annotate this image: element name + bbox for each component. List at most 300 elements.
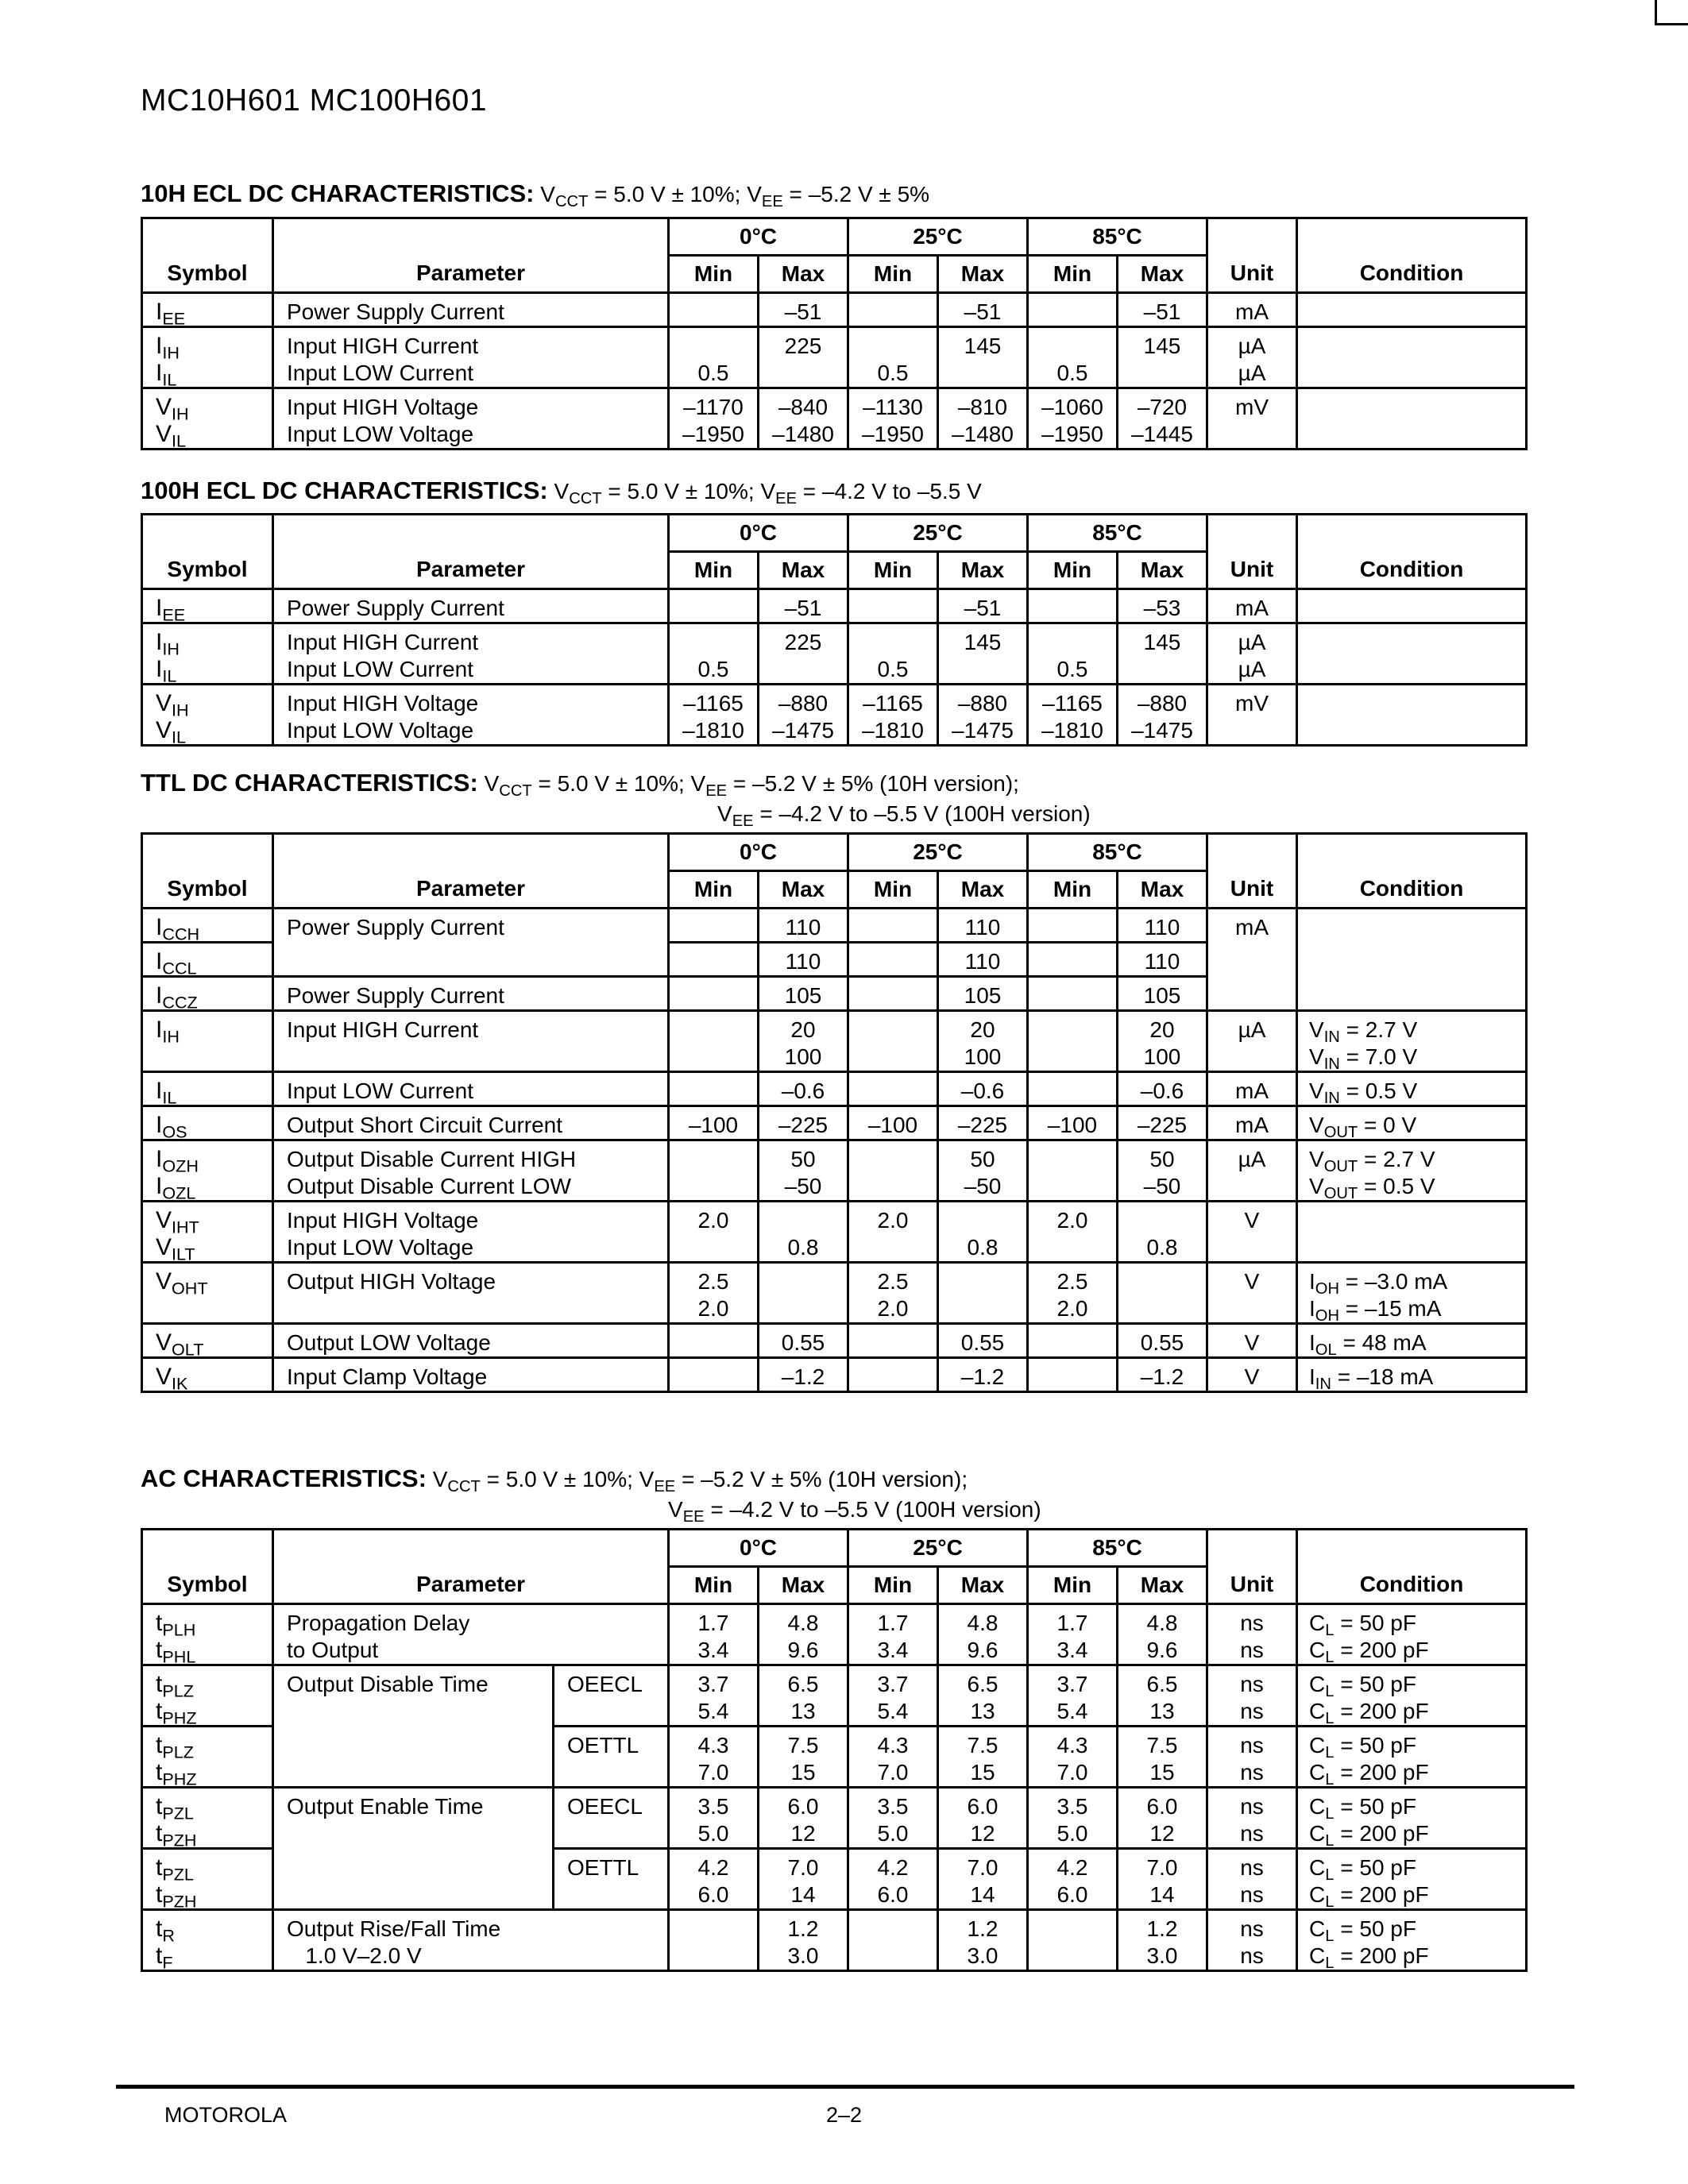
value-cell-min85-line: 2.0 bbox=[1056, 1208, 1088, 1233]
header-min: Min bbox=[848, 256, 938, 293]
value-cell-min85 bbox=[1028, 685, 1118, 746]
header-condition: Condition bbox=[1297, 834, 1527, 909]
parameter-cell-line: Propagation Delay bbox=[287, 1611, 470, 1635]
unit-cell bbox=[1207, 685, 1297, 746]
value-cell-max85-line: –53 bbox=[1143, 596, 1181, 620]
value-cell-max85-line: 7.5 bbox=[1146, 1733, 1178, 1758]
value-cell-min85-line: 2.5 bbox=[1056, 1269, 1088, 1294]
header-max: Max bbox=[1118, 1567, 1207, 1604]
value-cell-max0 bbox=[759, 1910, 848, 1971]
value-cell-min85-line: 4.3 bbox=[1056, 1733, 1088, 1758]
value-cell-min0 bbox=[669, 623, 759, 685]
value-cell-max85-line: 20 bbox=[1149, 1017, 1175, 1042]
value-cell-max0 bbox=[759, 1788, 848, 1849]
condition-cell bbox=[1297, 1665, 1527, 1727]
header-temp-t0: 0°C bbox=[669, 834, 848, 871]
parameter-cell bbox=[273, 1910, 669, 1971]
value-cell-min85 bbox=[1028, 293, 1118, 327]
value-cell-max25-line: –51 bbox=[964, 299, 1002, 324]
value-cell-min0-line bbox=[670, 1364, 757, 1391]
value-cell-min85-line bbox=[1029, 299, 1116, 326]
value-cell-max0 bbox=[759, 685, 848, 746]
value-cell-min85 bbox=[1028, 589, 1118, 623]
condition-cell-line bbox=[1309, 1207, 1525, 1234]
value-cell-min85 bbox=[1028, 327, 1118, 388]
parameter-cell bbox=[273, 1324, 669, 1358]
header-max: Max bbox=[938, 1567, 1028, 1604]
value-cell-min25-line: 4.3 bbox=[877, 1733, 909, 1758]
symbol-cell bbox=[142, 1324, 273, 1358]
value-cell-min25-line: –100 bbox=[867, 1113, 918, 1137]
value-cell-min0 bbox=[669, 1665, 759, 1727]
value-cell-min85 bbox=[1028, 1263, 1118, 1324]
value-cell-min25 bbox=[848, 1849, 938, 1910]
value-cell-max85-line: 110 bbox=[1144, 949, 1180, 974]
value-cell-min0 bbox=[669, 685, 759, 746]
section-heading: 10H ECL DC CHARACTERISTICS: bbox=[141, 179, 535, 207]
value-cell-max25-line: –51 bbox=[964, 596, 1002, 620]
value-cell-min25 bbox=[848, 327, 938, 388]
value-cell-min25 bbox=[848, 1358, 938, 1392]
value-cell-min25 bbox=[848, 1263, 938, 1324]
header-max: Max bbox=[759, 1567, 848, 1604]
enable-input-cell: OETTL bbox=[554, 1849, 669, 1910]
value-cell-min0-line: –100 bbox=[688, 1113, 739, 1137]
symbol-cell-line: $I_{IL}$ bbox=[156, 1078, 177, 1108]
parameter-cell-line: Output LOW Voltage bbox=[287, 1330, 491, 1355]
table-row bbox=[142, 589, 1527, 623]
value-cell-max85 bbox=[1118, 909, 1207, 943]
header-max: Max bbox=[1118, 256, 1207, 293]
value-cell-max85-line: 105 bbox=[1143, 983, 1181, 1008]
value-cell-max0-line: –880 bbox=[778, 691, 829, 716]
value-cell-max85-line: 12 bbox=[1149, 1821, 1175, 1846]
value-cell-min85 bbox=[1028, 1910, 1118, 1971]
value-cell-max25-line: –50 bbox=[964, 1174, 1002, 1198]
value-cell-max25-line bbox=[939, 1207, 1026, 1234]
value-cell-max25 bbox=[938, 1358, 1028, 1392]
unit-cell-line: ns bbox=[1240, 1794, 1264, 1819]
parameter-cell-line: Input LOW Current bbox=[287, 1078, 473, 1103]
unit-cell bbox=[1207, 1263, 1297, 1324]
value-cell-min85 bbox=[1028, 1140, 1118, 1202]
parameter-cell bbox=[273, 1011, 669, 1072]
enable-input-cell: OETTL bbox=[554, 1727, 669, 1788]
value-cell-min25-line bbox=[849, 1364, 937, 1391]
value-cell-min25-line bbox=[849, 1078, 937, 1105]
value-cell-min85-line bbox=[1029, 1329, 1116, 1356]
value-cell-max25-line: 6.5 bbox=[967, 1672, 999, 1696]
value-cell-max25-line: 3.0 bbox=[967, 1943, 999, 1968]
parameter-cell bbox=[273, 1263, 669, 1324]
value-cell-max0-line: 100 bbox=[784, 1044, 822, 1069]
header-symbol: Symbol bbox=[142, 834, 273, 909]
value-cell-min25 bbox=[848, 388, 938, 450]
value-cell-min85-line: 5.0 bbox=[1056, 1821, 1088, 1846]
value-cell-max0-line: 7.5 bbox=[787, 1733, 819, 1758]
value-cell-max0-line: 225 bbox=[784, 630, 822, 654]
value-cell-max0-line bbox=[759, 656, 847, 683]
symbol-cell bbox=[142, 1727, 273, 1788]
table-row bbox=[142, 388, 1527, 450]
value-cell-max85-line: 145 bbox=[1143, 630, 1181, 654]
value-cell-max25-line: 100 bbox=[964, 1044, 1002, 1069]
value-cell-min85 bbox=[1028, 1011, 1118, 1072]
value-cell-min0-line bbox=[670, 1234, 757, 1261]
table-row bbox=[142, 1788, 1527, 1849]
unit-cell-line: mA bbox=[1235, 596, 1269, 620]
header-temp-t85: 85°C bbox=[1028, 515, 1207, 552]
value-cell-max25-line bbox=[939, 656, 1026, 683]
value-cell-max85 bbox=[1118, 388, 1207, 450]
value-cell-min25-line: –1165 bbox=[863, 691, 923, 716]
value-cell-max0-line: 1.2 bbox=[787, 1916, 819, 1941]
symbol-cell-line: $V_{IK}$ bbox=[156, 1364, 188, 1394]
unit-cell bbox=[1207, 388, 1297, 450]
value-cell-max0 bbox=[759, 1263, 848, 1324]
value-cell-min85-line bbox=[1029, 629, 1116, 656]
value-cell-min85-line bbox=[1029, 595, 1116, 622]
table-row bbox=[142, 1106, 1527, 1140]
value-cell-min85 bbox=[1028, 1849, 1118, 1910]
parameter-cell bbox=[273, 909, 669, 977]
value-cell-min25-line: 3.7 bbox=[877, 1672, 909, 1696]
value-cell-max25-line: –810 bbox=[957, 395, 1008, 419]
unit-cell bbox=[1207, 1072, 1297, 1106]
condition-cell bbox=[1297, 327, 1527, 388]
enable-input-cell: OEECL bbox=[554, 1665, 669, 1727]
value-cell-min0-line: 3.5 bbox=[697, 1794, 729, 1819]
value-cell-max0-line bbox=[759, 360, 847, 387]
value-cell-min25 bbox=[848, 1727, 938, 1788]
value-cell-max25-line: 20 bbox=[970, 1017, 995, 1042]
value-cell-min0 bbox=[669, 327, 759, 388]
value-cell-max0 bbox=[759, 1072, 848, 1106]
symbol-cell-line: $t_{PZH}$ bbox=[156, 1881, 197, 1912]
value-cell-min0 bbox=[669, 909, 759, 943]
value-cell-min0-line: 5.0 bbox=[697, 1821, 729, 1846]
value-cell-min85 bbox=[1028, 977, 1118, 1011]
value-cell-max25-line: 145 bbox=[964, 334, 1002, 358]
value-cell-min0-line bbox=[670, 1146, 757, 1173]
value-cell-min25 bbox=[848, 293, 938, 327]
unit-cell-line: mA bbox=[1235, 915, 1269, 940]
value-cell-max0 bbox=[759, 977, 848, 1011]
value-cell-max25-line: 1.2 bbox=[967, 1916, 999, 1941]
value-cell-min25 bbox=[848, 1910, 938, 1971]
value-cell-max85-line: –720 bbox=[1137, 395, 1188, 419]
condition-cell bbox=[1297, 1106, 1527, 1140]
value-cell-min85 bbox=[1028, 1106, 1118, 1140]
value-cell-min85 bbox=[1028, 943, 1118, 977]
condition-cell-line: $C_L = 50$ pF bbox=[1309, 1855, 1416, 1885]
value-cell-max0 bbox=[759, 327, 848, 388]
value-cell-min85-line bbox=[1029, 1017, 1116, 1044]
header-temp-t0: 0°C bbox=[669, 1530, 848, 1567]
value-cell-min85-line: 1.7 bbox=[1056, 1611, 1088, 1635]
value-cell-min25-line: 6.0 bbox=[877, 1882, 909, 1907]
value-cell-min25 bbox=[848, 1788, 938, 1849]
value-cell-min0 bbox=[669, 1788, 759, 1849]
value-cell-max0 bbox=[759, 1358, 848, 1392]
symbol-cell bbox=[142, 1011, 273, 1072]
value-cell-max25 bbox=[938, 388, 1028, 450]
table-row bbox=[142, 1358, 1527, 1392]
value-cell-max85 bbox=[1118, 1910, 1207, 1971]
unit-cell bbox=[1207, 623, 1297, 685]
value-cell-max85-line: 110 bbox=[1144, 915, 1180, 940]
table-row bbox=[142, 293, 1527, 327]
header-unit: Unit bbox=[1207, 515, 1297, 589]
value-cell-max25-line: –225 bbox=[957, 1113, 1008, 1137]
symbol-cell-line: $t_{PZL}$ bbox=[156, 1854, 194, 1885]
value-cell-max25-line: 15 bbox=[970, 1760, 995, 1785]
value-cell-max0 bbox=[759, 1324, 848, 1358]
condition-cell-line bbox=[1309, 333, 1525, 360]
header-min: Min bbox=[669, 256, 759, 293]
table-row bbox=[142, 1910, 1527, 1971]
value-cell-min0-line: 2.0 bbox=[697, 1296, 729, 1321]
header-min: Min bbox=[1028, 871, 1118, 909]
value-cell-max25-line: 7.0 bbox=[967, 1855, 999, 1880]
symbol-cell-line: $I_{IH}$ bbox=[156, 629, 180, 659]
value-cell-max85-line: –1475 bbox=[1131, 718, 1193, 743]
symbol-cell bbox=[142, 1202, 273, 1263]
symbol-cell-line: $I_{IH}$ bbox=[156, 1017, 180, 1047]
symbol-cell-line: $V_{ILT}$ bbox=[156, 1234, 195, 1264]
value-cell-max25-line: 110 bbox=[964, 915, 1001, 940]
value-cell-max85 bbox=[1118, 293, 1207, 327]
value-cell-min0-line: 1.7 bbox=[697, 1611, 729, 1635]
value-cell-max85 bbox=[1118, 1140, 1207, 1202]
header-max: Max bbox=[1118, 552, 1207, 589]
table-row bbox=[142, 1072, 1527, 1106]
value-cell-min0-line: 2.0 bbox=[697, 1208, 729, 1233]
symbol-cell-line: $V_{IH}$ bbox=[156, 394, 189, 424]
value-cell-max25-line: –880 bbox=[957, 691, 1008, 716]
value-cell-min25-line: 2.5 bbox=[877, 1269, 909, 1294]
value-cell-max0 bbox=[759, 1011, 848, 1072]
unit-cell-line: ns bbox=[1240, 1638, 1264, 1662]
condition-cell-line: $C_L = 200$ pF bbox=[1309, 1638, 1429, 1667]
header-unit: Unit bbox=[1207, 834, 1297, 909]
value-cell-max85 bbox=[1118, 1788, 1207, 1849]
value-cell-min25-line bbox=[849, 595, 937, 622]
value-cell-max0 bbox=[759, 1665, 848, 1727]
unit-cell bbox=[1207, 1140, 1297, 1202]
value-cell-min25-line bbox=[849, 629, 937, 656]
value-cell-min85-line: 7.0 bbox=[1056, 1760, 1088, 1785]
unit-cell-line: mV bbox=[1235, 395, 1269, 419]
parameter-cell-line: Input LOW Voltage bbox=[287, 1235, 474, 1260]
value-cell-min0 bbox=[669, 1106, 759, 1140]
value-cell-min25 bbox=[848, 623, 938, 685]
unit-cell bbox=[1207, 293, 1297, 327]
value-cell-min0-line: –1170 bbox=[683, 395, 744, 419]
symbol-cell-line: $t_{PLZ}$ bbox=[156, 1732, 194, 1762]
value-cell-max85 bbox=[1118, 589, 1207, 623]
section-100h-ecl-dc bbox=[141, 476, 982, 507]
value-cell-max25-line: 145 bbox=[964, 630, 1002, 654]
parameter-cell-line: Output Disable Current LOW bbox=[287, 1174, 571, 1198]
value-cell-min25-line bbox=[849, 1234, 937, 1261]
value-cell-max85-line: 145 bbox=[1143, 334, 1181, 358]
table-row bbox=[142, 1604, 1527, 1665]
value-cell-max0-line: 15 bbox=[790, 1760, 816, 1785]
value-cell-min25-line bbox=[849, 333, 937, 360]
unit-cell bbox=[1207, 589, 1297, 623]
condition-cell bbox=[1297, 1324, 1527, 1358]
value-cell-max85 bbox=[1118, 1106, 1207, 1140]
footer-brand: MOTOROLA bbox=[164, 2103, 288, 2127]
value-cell-min25-line: 5.0 bbox=[877, 1821, 909, 1846]
parameter-cell-line: Input HIGH Voltage bbox=[287, 395, 479, 419]
value-cell-max0-line: 110 bbox=[785, 915, 821, 940]
value-cell-min0 bbox=[669, 1263, 759, 1324]
value-cell-min85-line: 0.5 bbox=[1056, 361, 1088, 385]
header-parameter: Parameter bbox=[273, 515, 669, 589]
parameter-cell bbox=[273, 623, 669, 685]
value-cell-max25 bbox=[938, 1604, 1028, 1665]
value-cell-min0 bbox=[669, 1910, 759, 1971]
parameter-cell bbox=[273, 1202, 669, 1263]
condition-cell-line bbox=[1309, 299, 1525, 326]
enable-input-cell: OEECL bbox=[554, 1788, 669, 1849]
condition-cell bbox=[1297, 1263, 1527, 1324]
condition-cell-line: $C_L = 50$ pF bbox=[1309, 1733, 1416, 1762]
value-cell-max85-line: 9.6 bbox=[1146, 1638, 1178, 1662]
symbol-cell bbox=[142, 1358, 273, 1392]
value-cell-max0 bbox=[759, 623, 848, 685]
value-cell-min85 bbox=[1028, 1202, 1118, 1263]
unit-cell-line: mA bbox=[1235, 1078, 1269, 1103]
condition-cell bbox=[1297, 1202, 1527, 1263]
condition-cell-line: $I_{OL} = 48$ mA bbox=[1309, 1330, 1427, 1360]
condition-cell-line: $C_L = 200$ pF bbox=[1309, 1882, 1429, 1912]
value-cell-max25 bbox=[938, 1849, 1028, 1910]
value-cell-min0-line bbox=[670, 629, 757, 656]
value-cell-max85-line: 7.0 bbox=[1146, 1855, 1178, 1880]
value-cell-min25-line: 5.4 bbox=[877, 1699, 909, 1723]
value-cell-min85-line bbox=[1029, 1146, 1116, 1173]
unit-cell-line: ns bbox=[1240, 1733, 1264, 1758]
symbol-cell-line: $I_{OZH}$ bbox=[156, 1146, 199, 1176]
symbol-cell-line: $t_{PHL}$ bbox=[156, 1637, 196, 1667]
value-cell-max25 bbox=[938, 327, 1028, 388]
table-row bbox=[142, 1202, 1527, 1263]
unit-cell bbox=[1207, 1910, 1297, 1971]
unit-cell-line: ns bbox=[1240, 1821, 1264, 1846]
section-conditions-2: $V_{EE} = -4.2$ V to –5.5 V (100H version) bbox=[668, 1497, 1041, 1526]
parameter-cell bbox=[273, 1140, 669, 1202]
section-conditions: $V_{CCT} = 5.0$ V ± 10%; $V_{EE} = -5.2$ V ± 5% (10H version); bbox=[432, 1467, 968, 1496]
symbol-cell-line: $I_{OZL}$ bbox=[156, 1173, 196, 1203]
unit-cell-line: ns bbox=[1240, 1882, 1264, 1907]
page-corner-mark bbox=[1655, 0, 1688, 25]
value-cell-max0 bbox=[759, 1727, 848, 1788]
parameter-cell bbox=[273, 1106, 669, 1140]
condition-cell bbox=[1297, 1788, 1527, 1849]
section-10h-ecl-dc bbox=[141, 179, 929, 210]
value-cell-min0 bbox=[669, 977, 759, 1011]
value-cell-max0-line: 0.55 bbox=[781, 1330, 825, 1355]
section-conditions: $V_{CCT} = 5.0$ V ± 10%; $V_{EE} = -5.2$ V ± 5% (10H version); bbox=[484, 771, 1019, 801]
unit-cell-line: µA bbox=[1238, 657, 1266, 681]
value-cell-max25-line: –1475 bbox=[952, 718, 1014, 743]
parameter-cell-line: Input HIGH Voltage bbox=[287, 691, 479, 716]
table-row bbox=[142, 909, 1527, 943]
value-cell-min25 bbox=[848, 943, 938, 977]
header-min: Min bbox=[669, 552, 759, 589]
value-cell-max25 bbox=[938, 685, 1028, 746]
unit-cell-line: V bbox=[1244, 1269, 1260, 1294]
unit-cell-line: mV bbox=[1235, 691, 1269, 716]
condition-cell bbox=[1297, 1011, 1527, 1072]
parameter-cell-line: Input HIGH Current bbox=[287, 334, 479, 358]
unit-cell-line: V bbox=[1244, 1364, 1260, 1389]
value-cell-min0-line: 4.2 bbox=[697, 1855, 729, 1880]
table-row bbox=[142, 1140, 1527, 1202]
value-cell-max85 bbox=[1118, 977, 1207, 1011]
value-cell-max85 bbox=[1118, 1849, 1207, 1910]
value-cell-max0-line: 20 bbox=[790, 1017, 816, 1042]
unit-cell-line: µA bbox=[1238, 630, 1266, 654]
parameter-cell-line: Input HIGH Current bbox=[287, 1017, 479, 1042]
value-cell-max0-line: –50 bbox=[784, 1174, 822, 1198]
unit-cell-line: µA bbox=[1238, 334, 1266, 358]
value-cell-max85 bbox=[1118, 1202, 1207, 1263]
parameter-cell-line: Input LOW Voltage bbox=[287, 422, 474, 446]
value-cell-max0-line: 14 bbox=[790, 1882, 816, 1907]
value-cell-max85-line: –0.6 bbox=[1140, 1078, 1184, 1103]
value-cell-min85 bbox=[1028, 1072, 1118, 1106]
parameter-cell-line: Input Clamp Voltage bbox=[287, 1364, 488, 1389]
parameter-cell-line: Power Supply Current bbox=[287, 915, 504, 940]
value-cell-min85-line bbox=[1029, 1364, 1116, 1391]
section-conditions-2: $V_{EE} = -4.2$ V to –5.5 V (100H version) bbox=[717, 801, 1091, 831]
value-cell-max0 bbox=[759, 1106, 848, 1140]
value-cell-max25 bbox=[938, 1788, 1028, 1849]
section-heading: AC CHARACTERISTICS: bbox=[141, 1464, 427, 1492]
symbol-cell bbox=[142, 623, 273, 685]
value-cell-min85-line: –100 bbox=[1047, 1113, 1098, 1137]
header-max: Max bbox=[938, 552, 1028, 589]
symbol-cell-line: $t_{PZH}$ bbox=[156, 1820, 197, 1850]
header-temp-t85: 85°C bbox=[1028, 218, 1207, 256]
value-cell-max0-line: 3.0 bbox=[787, 1943, 819, 1968]
value-cell-max0-line bbox=[759, 1207, 847, 1234]
table-row bbox=[142, 1665, 1527, 1727]
value-cell-max0-line: –840 bbox=[778, 395, 829, 419]
unit-cell bbox=[1207, 1727, 1297, 1788]
value-cell-max25 bbox=[938, 977, 1028, 1011]
value-cell-max85 bbox=[1118, 1072, 1207, 1106]
unit-cell bbox=[1207, 1011, 1297, 1072]
value-cell-max0-line: 0.8 bbox=[787, 1235, 819, 1260]
parameter-cell-line: Output HIGH Voltage bbox=[287, 1269, 496, 1294]
value-cell-max0-line: 6.0 bbox=[787, 1794, 819, 1819]
condition-cell-line: $V_{OUT} = 0.5$ V bbox=[1309, 1174, 1435, 1203]
header-symbol: Symbol bbox=[142, 515, 273, 589]
symbol-cell bbox=[142, 909, 273, 943]
symbol-cell bbox=[142, 943, 273, 977]
value-cell-max25 bbox=[938, 623, 1028, 685]
symbol-cell-line: $t_{PHZ}$ bbox=[156, 1698, 197, 1728]
value-cell-min25 bbox=[848, 1106, 938, 1140]
symbol-cell-line: $t_{PHZ}$ bbox=[156, 1759, 197, 1789]
value-cell-max85-line: 3.0 bbox=[1146, 1943, 1178, 1968]
value-cell-max85 bbox=[1118, 1011, 1207, 1072]
